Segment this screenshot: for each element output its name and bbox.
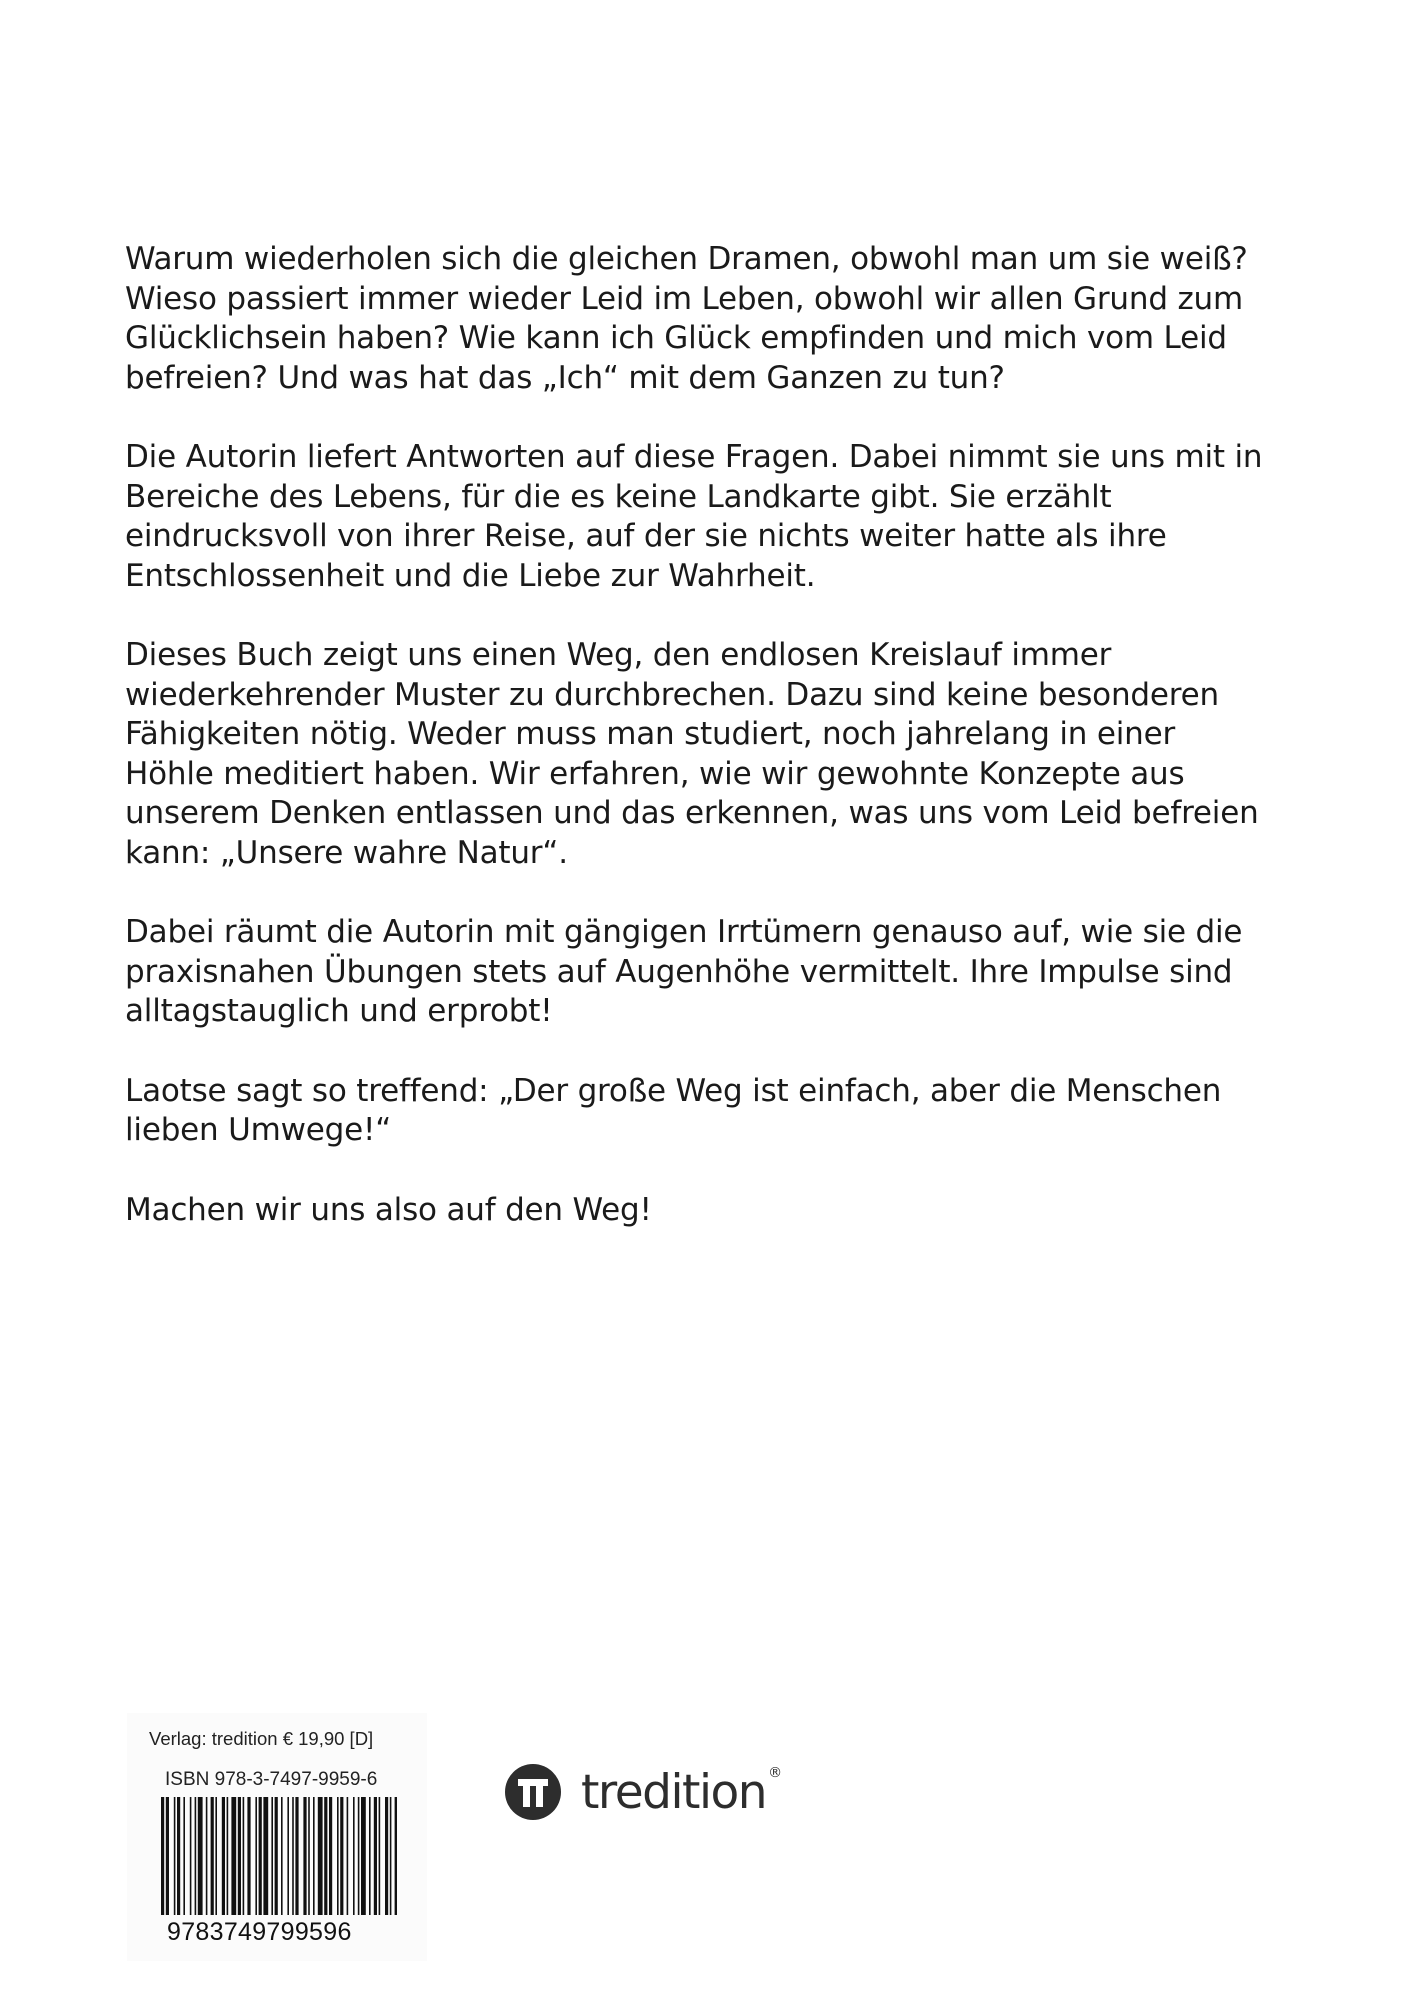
isbn-label: ISBN 978-3-7497-9959-6 — [165, 1769, 378, 1790]
logo-wordmark: tredition ® — [581, 1764, 781, 1820]
publisher-logo — [505, 1762, 781, 1822]
blurb-line: praxisnahen Übungen stets auf Augenhöhe vermittelt. Ihre Impulse sind — [125, 953, 1233, 990]
blurb-line: Laotse sagt so treffend: „Der große Weg ist einfach, aber die Menschen — [125, 1072, 1222, 1109]
blurb-paragraph — [125, 240, 1248, 398]
blurb-line: Fähigkeiten nötig. Weder muss man studiert, noch jahrelang in einer — [125, 716, 1176, 752]
blurb-line: Die Autorin liefert Antworten auf diese Fragen. Dabei nimmt sie uns mit in — [125, 439, 1263, 475]
blurb-line: Dieses Buch zeigt uns einen Weg, den endlosen Kreislauf immer — [125, 637, 1112, 673]
blurb-line: Wieso passiert immer wieder Leid im Leben, obwohl wir allen Grund zum — [125, 280, 1243, 317]
barcode-panel — [127, 1713, 427, 1961]
blurb-paragraph — [125, 1072, 1245, 1151]
blurb-paragraph — [125, 636, 1259, 873]
blurb-line: befreien? Und was hat das „Ich“ mit dem Ganzen zu tun? — [125, 359, 1005, 396]
blurb-line: Dabei räumt die Autorin mit gängigen Irrtümern genauso auf, wie sie die — [125, 914, 1243, 950]
blurb-line: lieben Umwege!“ — [125, 1112, 392, 1148]
blurb-line: Bereiche des Lebens, für die es keine Landkarte gibt. Sie erzählt — [125, 478, 1112, 515]
blurb-line: Entschlossenheit und die Liebe zur Wahrheit. — [125, 557, 816, 594]
blurb-line: Warum wiederholen sich die gleichen Dramen, obwohl man um sie weiß? — [125, 241, 1248, 277]
blurb-line: eindrucksvoll von ihrer Reise, auf der sie nichts weiter hatte als ihre — [125, 518, 1167, 554]
blurb-paragraph — [125, 913, 1245, 1032]
blurb-line: Höhle meditiert haben. Wir erfahren, wie wir gewohnte Konzepte aus — [125, 755, 1185, 792]
blurb-paragraph — [125, 1191, 1245, 1231]
blurb-line: alltagstauglich und erprobt! — [125, 993, 553, 1029]
blurb-line: Machen wir uns also auf den Weg! — [125, 1191, 652, 1228]
blurb-line: kann: „Unsere wahre Natur“. — [125, 834, 568, 871]
tredition-mark-icon — [505, 1764, 561, 1820]
registered-mark: ® — [768, 1764, 781, 1781]
blurb-line: wiederkehrender Muster zu durchbrechen. Dazu sind keine besonderen — [125, 676, 1219, 713]
publisher-price-line: Verlag: tredition € 19,90 [D] — [149, 1728, 374, 1749]
back-cover-blurb — [125, 240, 1263, 1270]
blurb-line: Glücklichsein haben? Wie kann ich Glück empfinden und mich vom Leid — [125, 320, 1227, 356]
barcode-icon — [161, 1797, 397, 1915]
blurb-line: unserem Denken entlassen und das erkennen, was uns vom Leid befreien — [125, 795, 1259, 831]
blurb-paragraph — [125, 438, 1263, 596]
barcode-number: 9783749799596 — [167, 1918, 352, 1946]
